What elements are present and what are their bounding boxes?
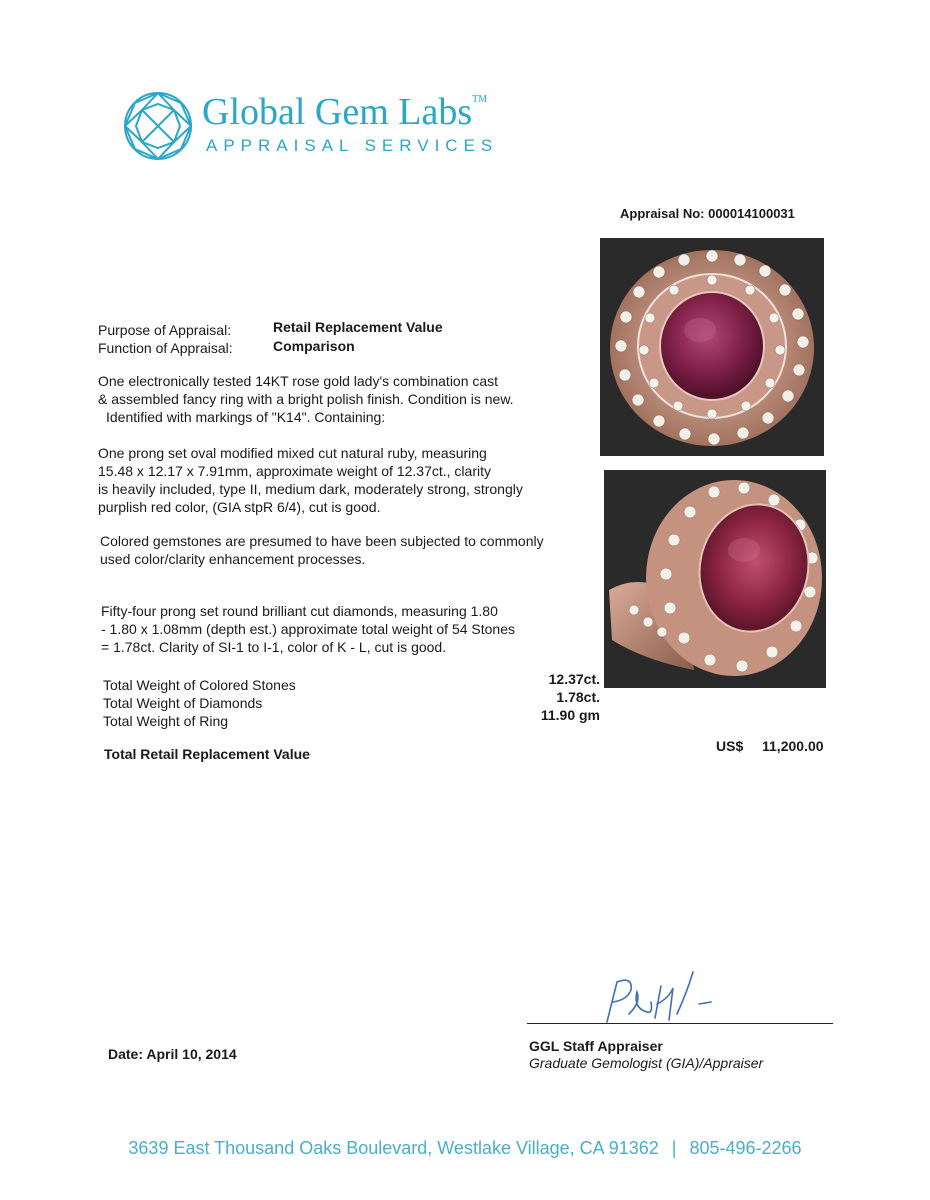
ring-photo-top-view bbox=[600, 238, 824, 456]
total-value-currency: US$ bbox=[716, 738, 744, 754]
trademark: TM bbox=[472, 94, 488, 105]
enhancement-line: Colored gemstones are presumed to have been subjected to commonly bbox=[100, 533, 544, 549]
total-ring-weight-value: 11.90 gm bbox=[540, 707, 600, 723]
ruby-line: 15.48 x 12.17 x 7.91mm, approximate weight of 12.37ct., clarity bbox=[98, 463, 491, 479]
appraiser-title: GGL Staff Appraiser bbox=[529, 1038, 663, 1054]
diamond-line: - 1.80 x 1.08mm (depth est.) approximate total weight of 54 Stones bbox=[101, 621, 515, 637]
total-ring-weight-label: Total Weight of Ring bbox=[103, 713, 229, 729]
total-value-amount: 11,200.00 bbox=[762, 738, 824, 754]
ruby-line: purplish red color, (GIA stpR 6/4), cut is good. bbox=[98, 499, 381, 515]
total-colored-stones-label: Total Weight of Colored Stones bbox=[103, 677, 296, 693]
total-colored-stones-value: 12.37ct. bbox=[548, 671, 600, 687]
ruby-line: One prong set oval modified mixed cut natural ruby, measuring bbox=[98, 445, 487, 461]
purpose-value: Retail Replacement Value bbox=[273, 319, 443, 335]
total-diamonds-label: Total Weight of Diamonds bbox=[103, 695, 263, 711]
footer-address: 3639 East Thousand Oaks Boulevard, Westlake Village, CA 91362 bbox=[128, 1138, 659, 1158]
appraisal-number: Appraisal No: 000014100031 bbox=[620, 206, 795, 221]
totals-values bbox=[500, 670, 600, 724]
function-label: Function of Appraisal: bbox=[98, 340, 233, 356]
footer-separator: | bbox=[671, 1138, 677, 1158]
total-diamonds-value: 1.78ct. bbox=[556, 689, 600, 705]
appraiser-credentials: Graduate Gemologist (GIA)/Appraiser bbox=[529, 1055, 764, 1071]
ring-description bbox=[98, 372, 578, 426]
ruby-description bbox=[98, 444, 578, 516]
enhancement-note bbox=[100, 532, 580, 568]
totals-labels bbox=[103, 676, 296, 730]
signature-line bbox=[527, 1023, 833, 1024]
appraiser-signature bbox=[595, 962, 725, 1032]
description-line: Identified with markings of "K14". Containing: bbox=[106, 409, 386, 425]
gem-icon bbox=[122, 90, 194, 162]
description-line: One electronically tested 14KT rose gold lady's combination cast bbox=[98, 373, 499, 389]
purpose-label: Purpose of Appraisal: bbox=[98, 322, 232, 338]
function-value: Comparison bbox=[273, 338, 355, 354]
diamond-description bbox=[101, 602, 581, 656]
appraisal-date: Date: April 10, 2014 bbox=[108, 1046, 237, 1062]
total-value-label: Total Retail Replacement Value bbox=[104, 746, 310, 762]
brand-name-text: Global Gem Labs bbox=[202, 91, 473, 133]
company-logo bbox=[122, 88, 502, 172]
footer-phone: 805-496-2266 bbox=[689, 1138, 802, 1158]
brand-name bbox=[202, 90, 487, 134]
footer-contact bbox=[0, 1138, 930, 1159]
description-line: & assembled fancy ring with a bright polish finish. Condition is new. bbox=[98, 391, 514, 407]
brand-subtitle: APPRAISAL SERVICES bbox=[206, 136, 499, 155]
diamond-line: Fifty-four prong set round brilliant cut diamonds, measuring 1.80 bbox=[101, 603, 498, 619]
ring-photo-side-view bbox=[604, 470, 826, 688]
diamond-line: = 1.78ct. Clarity of SI-1 to I-1, color of K - L, cut is good. bbox=[101, 639, 447, 655]
ruby-line: is heavily included, type II, medium dark, moderately strong, strongly bbox=[98, 481, 523, 497]
enhancement-line: used color/clarity enhancement processes. bbox=[100, 551, 366, 567]
